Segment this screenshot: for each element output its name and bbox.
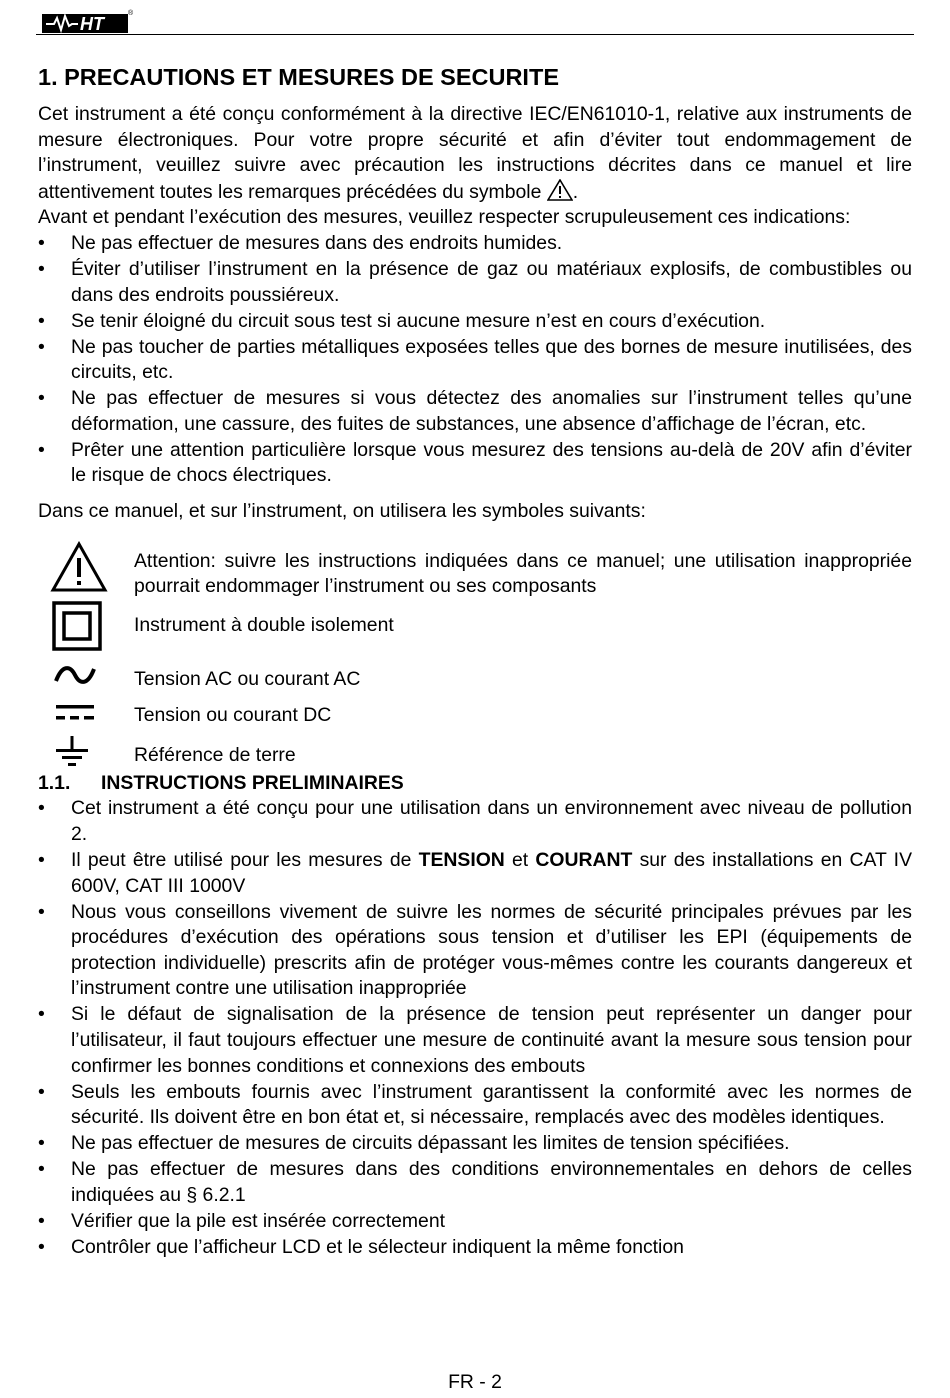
warning-inline-icon [547,179,573,201]
symbols-intro: Dans ce manuel, et sur l’instrument, on utilisera les symboles suivants: [38,500,646,523]
list-item: • Seuls les embouts fournis avec l’instrument garantissent la conformité avec les normes de sécurité. Ils doivent être en bon état et, si nécessaire, remplacés avec des modèles identiques. [38,1080,912,1131]
symbol-text: Référence de terre [134,743,296,766]
list-item: • Prêter une attention particulière lorsque vous mesurez des tensions au-delà de 20V afin d’éviter le risque de chocs électriques. [38,438,912,489]
ac-tilde-icon [50,661,100,691]
header-rule [36,34,914,35]
subsection-number: 1.1. [38,771,71,794]
precautions-list [38,231,912,489]
list-item: • Ne pas effectuer de mesures dans des endroits humides. [38,231,912,257]
symbols-list [38,535,912,771]
symbol-text: Tension AC ou courant AC [134,667,361,690]
page-header [36,6,914,36]
symbol-row-warning [38,535,912,613]
list-item: • Contrôler que l’afficheur LCD et le sélecteur indiquent la même fonction [38,1235,912,1261]
symbol-row-dc [38,703,912,743]
intro-text: Cet instrument a été conçu conformément à la directive IEC/EN61010-1, relative aux instruments de mesure électroniques. Pour votre propre sécurité et afin d’éviter tout endommagement de l’instrument, veuillez suivre avec précaution les instructions décrites dans ce manuel et lire attentivement toutes les remarques précédées du symbole [38,103,912,203]
list-item: • Ne pas effectuer de mesures si vous détectez des anomalies sur l’instrument telles qu’une déformation, une cassure, des fuites de substances, une absence d’affichage de l’écran, etc. [38,386,912,437]
preliminary-instructions-list [38,796,912,1260]
list-item: • Ne pas effectuer de mesures de circuits dépassant les limites de tension spécifiées. [38,1131,912,1157]
page-content [38,62,912,1261]
intro-paragraph [38,102,912,205]
page-number: FR - 2 [448,1371,502,1393]
logo-text: HT [80,14,104,34]
list-item: • Vérifier que la pile est insérée correctement [38,1209,912,1235]
list-item: • Si le défaut de signalisation de la présence de tension peut représenter un danger pour l’utilisateur, il faut toujours effectuer une mesure de continuité avant la mesure sous tension pour confirmer les bonnes conditions et connexions des embouts [38,1002,912,1079]
list-item-text: et [504,849,536,872]
symbol-row-double-insulation [38,613,912,667]
double-insulation-icon [50,599,104,653]
ht-logo [42,8,134,34]
subsection-heading: INSTRUCTIONS PRELIMINAIRES [101,771,404,794]
symbol-text: Tension ou courant DC [134,703,332,726]
emphasis-courant: COURANT [535,849,633,872]
list-item: • Éviter d’utiliser l’instrument en la présence de gaz ou matériaux explosifs, de combustibles ou dans des endroits poussiéreux. [38,257,912,308]
registered-mark: ® [128,10,134,17]
list-item: • Nous vous conseillons vivement de suivre les normes de sécurité principales prévues par les procédures d’exécution des opérations sous tension et d’utiliser les EPI (équipements de protection individuelle) prescrits afin de protéger vous-mêmes contre les courants dangereux et l’instrument contre une utilisation inappropriée [38,900,912,1002]
intro-end: . [572,180,579,203]
ground-icon [50,735,94,771]
list-item-text: Il peut être utilisé pour les mesures de [71,849,419,872]
symbol-row-ac [38,667,912,703]
list-item: • Ne pas toucher de parties métalliques exposées telles que des bornes de mesure inutilisées, des circuits, etc. [38,335,912,386]
subsection-title [38,771,912,797]
list-item: • Cet instrument a été conçu pour une utilisation dans un environnement avec niveau de pollution 2. [38,796,912,847]
list-item: • Ne pas effectuer de mesures dans des conditions environnementales en dehors de celles indiquées au § 6.2.1 [38,1157,912,1208]
list-item: • Se tenir éloigné du circuit sous test si aucune mesure n’est en cours d’exécution. [38,309,912,335]
before-measure-text: Avant et pendant l’exécution des mesures, veuillez respecter scrupuleusement ces indications: [38,206,851,229]
warning-triangle-icon [50,541,108,593]
section-title: 1. PRECAUTIONS ET MESURES DE SECURITE [38,64,559,90]
list-item [38,848,912,899]
emphasis-tension: TENSION [418,849,505,872]
symbol-text: Instrument à double isolement [134,613,394,636]
list-item-text: sur des installations en CAT IV 600V, CAT III 1000V [71,849,912,897]
dc-symbol-icon [50,699,100,729]
symbol-row-ground [38,743,912,771]
symbol-text: Attention: suivre les instructions indiquées dans ce manuel; une utilisation inappropriée pourrait endommager l’instrument ou ses composants [134,549,912,598]
